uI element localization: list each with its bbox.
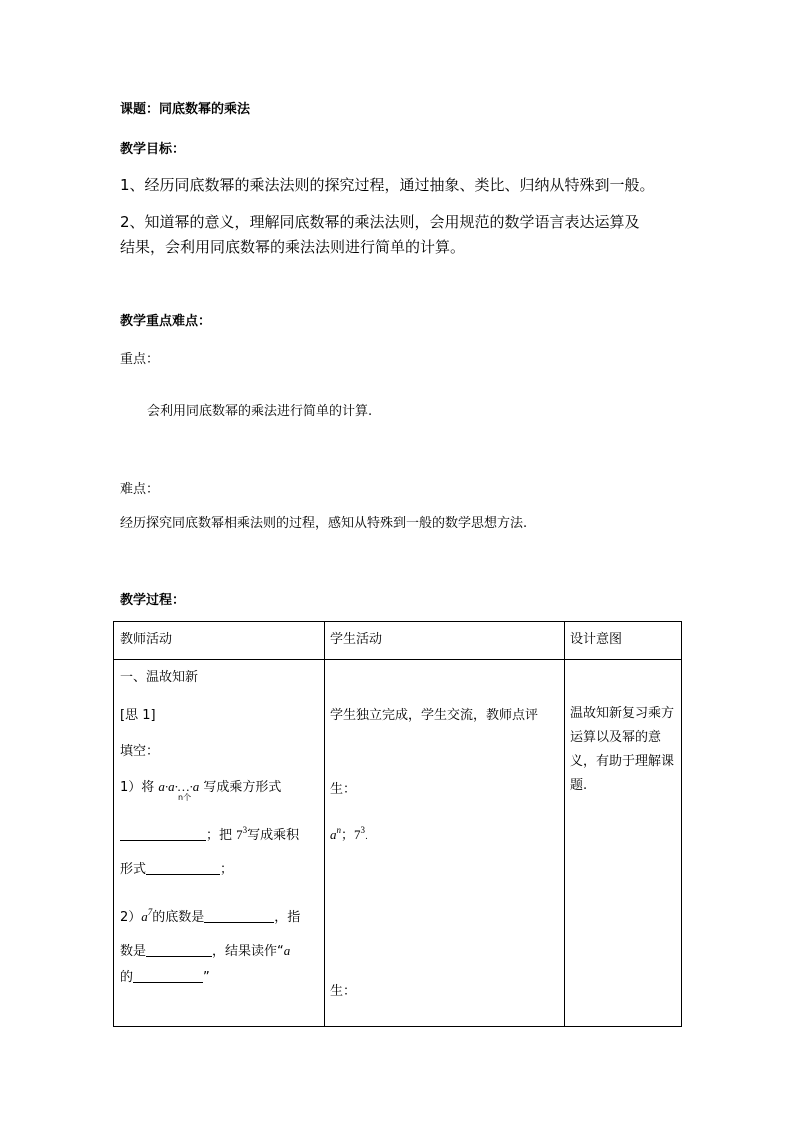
focus-label: 重点： [120, 352, 160, 367]
blank-2 [146, 862, 220, 875]
q1c-line [120, 858, 233, 877]
focus-text: 会利用同底数幂的乘法进行简单的计算. [147, 404, 373, 419]
q2-line2c: a [283, 943, 291, 958]
answer-separator: ； [341, 828, 355, 843]
student-answer [330, 824, 368, 843]
blank-4 [146, 944, 212, 957]
q2-line3 [120, 966, 210, 985]
answer-end: . [365, 832, 368, 842]
table-row [114, 660, 682, 1027]
section-title: 一、温故知新 [120, 670, 199, 685]
header-purpose: 设计意图 [570, 632, 623, 647]
answer-base-7: 7 [354, 827, 361, 842]
lesson-title: 课题：同底数幂的乘法 [120, 102, 251, 117]
student-label-1: 生： [330, 782, 357, 797]
q1b-prefix: ；把 [206, 828, 233, 843]
answer-base-a: a [330, 827, 337, 842]
header-student: 学生活动 [330, 632, 383, 647]
q1c-label: 形式 [120, 862, 147, 877]
q1b-line [120, 824, 299, 843]
student-label-2: 生： [330, 984, 357, 999]
process-heading: 教学过程： [120, 593, 186, 608]
q1-prefix: 1）将 [120, 780, 155, 795]
objective-1: 1、经历同底数幂的乘法法则的探究过程，通过抽象、类比、归纳从特殊到一般。 [120, 176, 655, 194]
q2-prefix: 2） [120, 910, 142, 925]
q1-suffix: 写成乘方形式 [203, 780, 282, 795]
process-table [113, 621, 682, 1027]
q2-line2 [120, 940, 290, 959]
difficulty-label: 难点： [120, 482, 160, 497]
difficulty-text: 经历探究同底数幂相乘法则的过程，感知从特殊到一般的数学思想方法. [120, 516, 528, 531]
q2-line3b: ” [203, 970, 210, 985]
q1-line [120, 776, 281, 795]
table-header-row [114, 622, 682, 660]
fill-label: 填空： [120, 744, 160, 759]
header-teacher: 教师活动 [120, 632, 173, 647]
q1b-suffix: 写成乘积 [247, 828, 300, 843]
q2-line2b: ，结果读作“ [212, 944, 284, 959]
q1c-end: ； [220, 862, 234, 877]
objective-2-line1: 2、知道幂的意义，理解同底数幂的乘法法则，会用规范的数学语言表达运算及 [120, 213, 640, 231]
q2-base: a [141, 909, 148, 924]
blank-1 [120, 828, 206, 841]
q1-expression: a·a·…·a [158, 779, 200, 794]
answer-exponent-3: 3 [360, 825, 366, 835]
objective-2-line2: 结果，会利用同底数幂的乘法法则进行简单的计算。 [120, 238, 466, 256]
q2-mid2: ，指 [274, 910, 301, 925]
q2-mid: 的底数是 [152, 910, 205, 925]
blank-5 [133, 970, 203, 983]
q2-line2a: 数是 [120, 944, 147, 959]
design-purpose: 温故知新复习乘方运算以及幂的意义，有助于理解课题. [570, 706, 675, 793]
objectives-heading: 教学目标： [120, 142, 186, 157]
student-activity: 学生独立完成，学生交流，教师点评 [330, 708, 539, 723]
blank-3 [204, 910, 274, 923]
q2-exponent: 7 [147, 907, 153, 917]
q1b-base: 7 [236, 827, 243, 842]
think-label: [思 1] [120, 708, 156, 723]
q1b-exponent: 3 [242, 825, 248, 835]
q1-underbrace-label: n个 [178, 793, 192, 802]
answer-exponent-n: n [336, 825, 341, 835]
q2-line3a: 的 [120, 970, 134, 985]
q2-line [120, 906, 300, 925]
key-points-heading: 教学重点难点： [120, 314, 212, 329]
